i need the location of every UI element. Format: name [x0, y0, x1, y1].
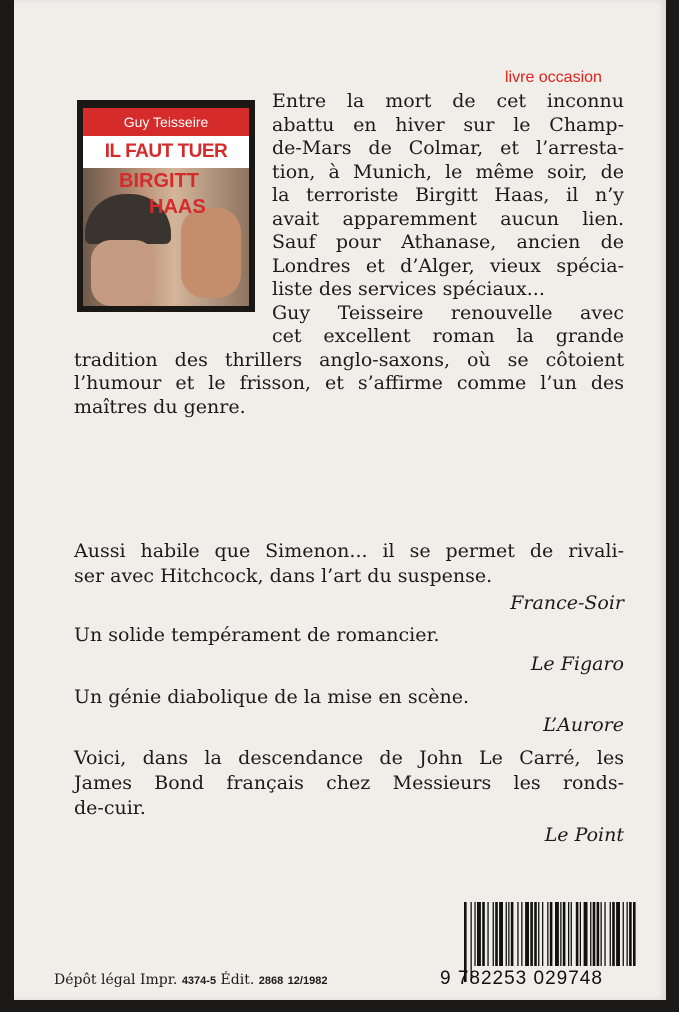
barcode-bar: [568, 902, 569, 966]
impr-number: 4374-5: [181, 975, 217, 987]
edit-number: 2868: [258, 975, 284, 987]
blurb-line: Sauf pour Athanase, ancien de: [272, 231, 624, 253]
isbn-digits: 9 782253 029748: [440, 968, 603, 989]
barcode-bar: [525, 902, 529, 966]
barcode-bar: [584, 902, 588, 966]
blurb-line: de-Mars de Colmar, et l’arresta-: [272, 137, 624, 159]
review-line: James Bond français chez Messieurs les ronds-: [74, 772, 624, 794]
barcode-bar: [517, 902, 518, 966]
barcode-bar: [506, 902, 507, 966]
barcode-bar: [487, 902, 488, 966]
review-source: Le Figaro: [530, 653, 624, 675]
barcode-bar: [547, 902, 548, 966]
barcode-bar: [612, 902, 615, 966]
blurb-line: Entre la mort de cet inconnu: [272, 90, 624, 112]
barcode-bar: [633, 902, 636, 966]
blurb-line: maîtres du genre.: [74, 395, 246, 418]
blurb-line: Guy Teisseire renouvelle avec: [272, 301, 624, 324]
review-line: Un solide tempérament de romancier.: [74, 624, 440, 646]
barcode-bar: [550, 902, 553, 966]
blurb-line: avait apparemment aucun lien.: [272, 207, 624, 230]
barcode-bar: [601, 902, 602, 966]
blurb-line: liste des services spéciaux...: [272, 278, 545, 300]
thumbnail-title-2: BIRGITT: [119, 170, 199, 192]
thumbnail-title-3: HAAS: [149, 196, 206, 218]
cover-thumbnail: [77, 100, 255, 312]
barcode-bar: [530, 902, 533, 966]
barcode-bar: [563, 902, 566, 966]
blurb-line: l’humour et le frisson, et s’affirme comme l’un des: [74, 372, 624, 394]
review-source: L’Aurore: [543, 714, 624, 736]
blurb-line: la terroriste Birgitt Haas, il n’y: [272, 184, 624, 206]
barcode-bar: [521, 902, 522, 966]
barcode-bar: [629, 902, 632, 966]
barcode-bar: [593, 902, 596, 966]
barcode-bar: [555, 902, 559, 966]
edit-label: Édit.: [220, 972, 255, 988]
review-source: France-Soir: [510, 592, 624, 614]
barcode-bar: [560, 902, 561, 966]
review-line: Un génie diabolique de la mise en scène.: [74, 686, 469, 708]
thumbnail-title: IL FAUT TUER: [83, 136, 249, 168]
barcode-bar: [474, 902, 475, 966]
barcode-bar: [495, 902, 498, 966]
barcode-bar: [511, 902, 514, 966]
barcode-bar: [580, 902, 581, 966]
barcode-bar: [542, 902, 543, 966]
barcode-bar: [508, 902, 509, 966]
blurb-line: tion, à Munich, le même soir, de: [272, 160, 624, 183]
print-date: 12/1982: [287, 975, 328, 987]
barcode-bar: [493, 902, 494, 966]
blurb-line: tradition des thrillers anglo-saxons, où se côtoient: [74, 348, 624, 371]
barcode-bar: [623, 902, 624, 966]
legal-label: Dépôt légal Impr.: [54, 972, 178, 988]
review-source: Le Point: [544, 824, 624, 846]
blurb-line: abattu en hiver sur le Champ-: [272, 113, 624, 136]
review-line: ser avec Hitchcock, dans l’art du suspense.: [74, 565, 493, 587]
blurb-line: cet excellent roman la grande: [272, 325, 624, 347]
face-right: [181, 208, 241, 298]
barcode-bar: [482, 902, 485, 966]
barcode-bar: [571, 902, 572, 966]
barcode-bar: [590, 902, 591, 966]
barcode-bar: [610, 902, 611, 966]
barcode-bar: [604, 902, 605, 966]
blurb-line: Londres et d’Alger, vieux spécia-: [272, 254, 624, 277]
review-line: Voici, dans la descendance de John Le Carré, les: [74, 747, 624, 769]
barcode-bar: [477, 902, 481, 966]
barcode-bar: [499, 902, 503, 966]
barcode-bar: [627, 902, 628, 966]
face-left: [91, 240, 155, 306]
blurb-narrow: [272, 90, 624, 349]
review-line: Aussi habile que Simenon... il se permet de rivali-: [74, 540, 624, 562]
blurb-wide: [74, 349, 624, 420]
sticker-label: livre occasion: [505, 69, 602, 86]
thumbnail-photo: [83, 168, 249, 306]
barcode-bar: [616, 902, 620, 966]
barcode-bar: [534, 902, 537, 966]
thumbnail-author: Guy Teisseire: [83, 108, 249, 136]
barcode-bar: [597, 902, 600, 966]
barcode-bar: [538, 902, 539, 966]
review-line: de-cuir.: [74, 797, 146, 819]
legal-deposit: [54, 972, 327, 988]
barcode-bar: [576, 902, 579, 966]
